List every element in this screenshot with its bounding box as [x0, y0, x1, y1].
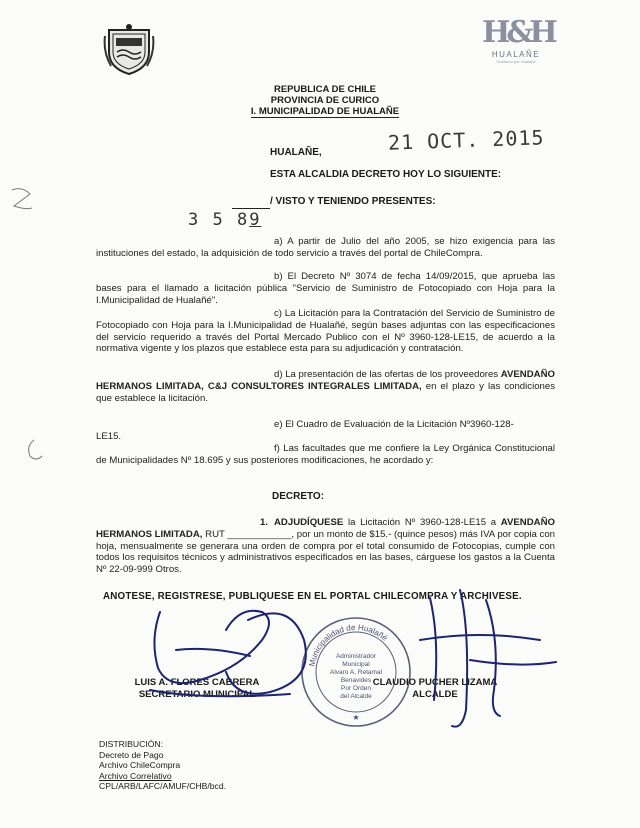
logo-name: HUALAÑE [491, 50, 541, 59]
paragraph-d-rest: en el plazo y las condiciones que establece la licitación. [96, 380, 556, 404]
resolution-company: AVENDAÑO HERMANOS LIMITADA, [96, 517, 555, 540]
paragraph-f [96, 443, 555, 467]
seal-ring-text: Municipalidad de Hualañé [307, 622, 390, 668]
header-line-2: PROVINCIA DE CURICO [270, 95, 380, 106]
municipal-crest-icon [103, 22, 155, 76]
paragraph-f-rest: Constitucional de Municipalidades Nº 18.695 y sus posteriores modificaciones, he acordado y: [96, 443, 555, 466]
distribution-item: Decreto de Pago [99, 749, 164, 760]
mayor-name: CLAUDIO PUCHER LIZAMA [372, 677, 498, 688]
distribution-item: CPL/ARB/LAFC/AMUF/CHB/bcd. [99, 781, 227, 792]
paragraph-b-lead: b) El Decreto Nº 3074 de fecha 14/09/2015, que aprueba [274, 271, 538, 282]
resolution-lead-rest: la Licitación Nº 3960-128-LE15 a [343, 517, 497, 528]
header-line-1: REPUBLICA DE CHILE [273, 84, 377, 95]
distribution-item: Archivo ChileCompra [99, 760, 181, 771]
svg-text:★: ★ [352, 713, 360, 722]
seal-line-5: Por Orden [341, 685, 371, 692]
logo-mark: H&H [482, 15, 554, 50]
visto-underline [232, 208, 270, 209]
municipal-seal [296, 612, 416, 732]
resolution-number: 1. [259, 517, 268, 528]
paragraph-e-lead: e) El Cuadro de Evaluación de la Licitación Nº3960-128- [274, 419, 514, 430]
paragraph-b-rest: las bases para el llamado a licitación pública "Servicio de Suministro de Fotocopiado con Hoja para la I.Municipalidad de Hualañé". [96, 271, 555, 306]
signature-block-mayor [350, 677, 520, 701]
resolution-1 [96, 517, 555, 576]
visto-line: / VISTO Y TENIENDO PRESENTES: [270, 196, 436, 207]
secretary-name: LUIS A. FLORES CABRERA [134, 677, 260, 688]
paragraph-a [96, 236, 555, 260]
paragraph-c [96, 308, 555, 355]
paragraph-b [96, 271, 555, 306]
paragraph-e-rest: LE15. [96, 430, 122, 442]
decree-number-suffix: 9 [249, 210, 262, 230]
paragraph-c-lead: c) La Licitación para la Contratación del Servicio de [274, 308, 494, 319]
paragraph-c-rest: Suministro de Fotocopiado con Hoja para la I.Municipalidad de Hualañé, según bases adjuntas con las especificaciones del servicio requerido a través del Portal Mercado Publico con el Nº 3960-128-LE15, de acuerdo a la normativa vigente y los plazos que establece esta para su adjudicación y contratación. [96, 308, 556, 355]
seal-line-3: Alvaro A. Retamal [329, 669, 383, 676]
city-line: HUALAÑE, [270, 147, 322, 158]
decree-number-prefix: 3 5 8 [188, 210, 250, 230]
resolution-verb: ADJUDÍQUESE [274, 517, 344, 528]
date-stamp: 21 OCT. 2015 [387, 125, 545, 155]
paragraph-f-lead: f) Las facultades que me confiere la Ley Orgánica [274, 443, 492, 454]
seal-line-4: Benavides [340, 677, 372, 684]
seal-line-2: Municipal [342, 661, 370, 668]
mayor-role: ALCALDE [412, 689, 458, 700]
distribution-title: DISTRIBUCIÓN: [99, 739, 163, 749]
distribution-item: Archivo Correlativo [99, 770, 172, 781]
paragraph-e [96, 419, 555, 443]
header-line-3: I. MUNICIPALIDAD DE HUALAÑE [250, 106, 400, 117]
resolution-rest: RUT ____________, por un monto de $15.- (quince pesos) más IVA por copia con hoja, mensualmente se generara una orden de compra por el total consumido de Fotocopias, cumple con todos los requisitos técnicos y administrativos especificados en las bases, cárguese los gastos a la Cuenta Nº 22-09-999 Otros. [96, 528, 555, 576]
logo-tagline: Gobierno por Hualañe [496, 59, 536, 64]
signature-block-secretary [112, 677, 282, 701]
decreto-title: DECRETO: [272, 491, 325, 502]
anotese-line: ANOTESE, REGISTRESE, PUBLIQUESE EN EL PORTAL CHILECOMPRA Y ARCHIVESE. [103, 591, 522, 602]
secretary-role: SECRETARIO MUNICIPAL [138, 689, 256, 700]
hualane-logo [482, 15, 554, 84]
document-header [240, 84, 410, 118]
paragraph-d [96, 369, 555, 404]
decree-number [188, 210, 261, 230]
alcaldia-line: ESTA ALCALDIA DECRETO HOY LO SIGUIENTE: [270, 169, 502, 180]
paragraph-a-lead: a) A partir de Julio del año 2005, se hizo exigencia para [274, 236, 538, 247]
paragraph-a-rest: las instituciones del estado, la adquisición de todo servicio a través del portal de ChileCompra. [96, 236, 555, 259]
seal-line-6: del Alcalde [340, 693, 372, 700]
paragraph-d-lead: d) La presentación de las ofertas de los proveedores [274, 369, 499, 380]
paragraph-d-companies: AVENDAÑO HERMANOS LIMITADA, C&J CONSULTORES INTEGRALES LIMITADA, [96, 369, 555, 392]
seal-line-1: Administrador [335, 653, 377, 660]
distribution-list [99, 739, 226, 792]
